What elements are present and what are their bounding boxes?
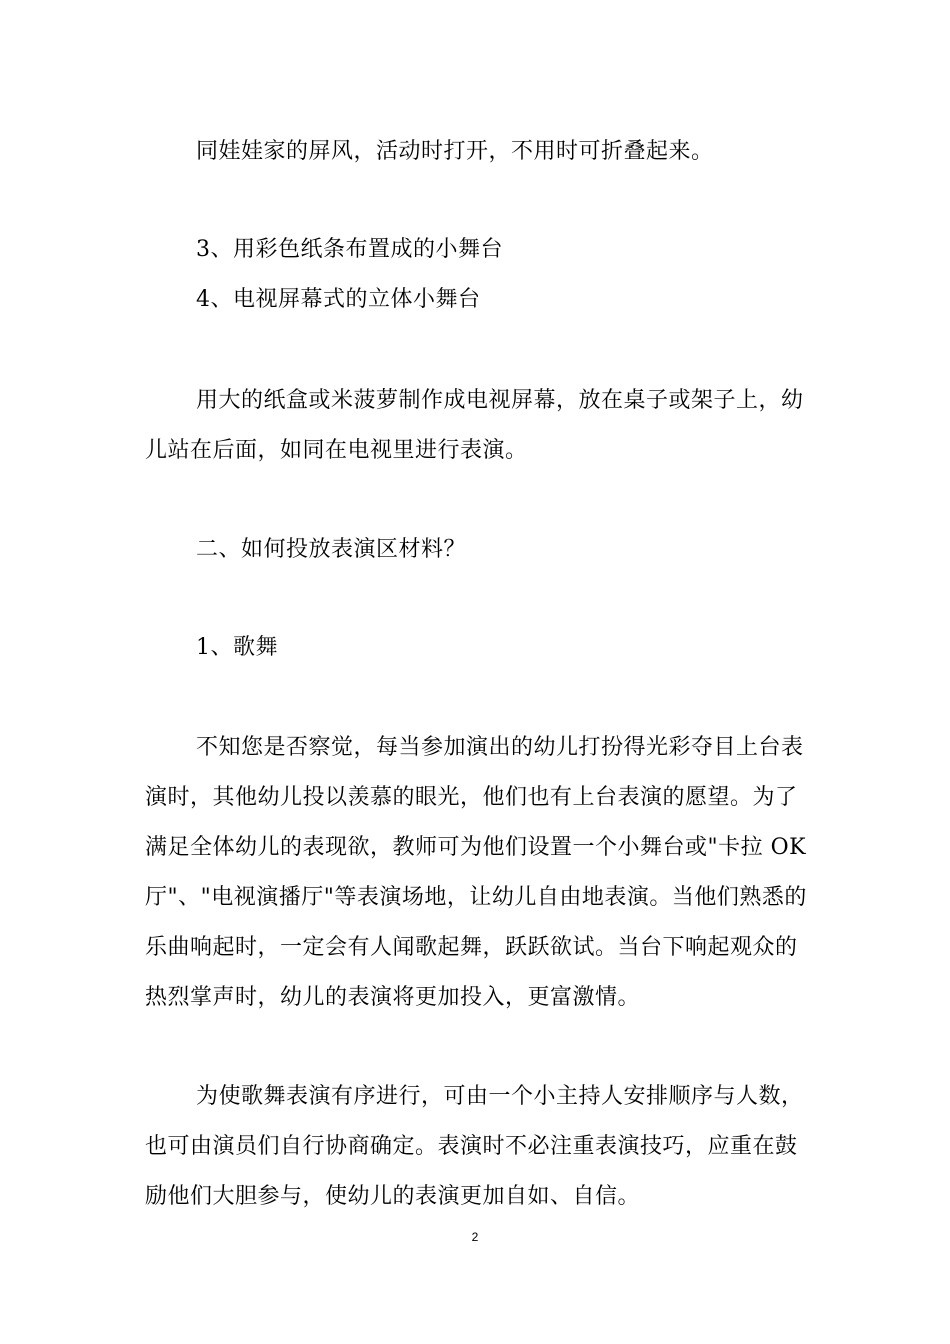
list-item: 3、用彩色纸条布置成的小舞台 [196,237,503,262]
paragraph-line: 乐曲响起时，一定会有人闻歌起舞，跃跃欲试。当台下响起观众的 [145,935,798,960]
paragraph-line: 演时，其他幼儿投以羡慕的眼光，他们也有上台表演的愿望。为了 [145,785,798,810]
page-number: 2 [471,1230,479,1244]
subsection-heading: 1、歌舞 [196,635,278,660]
text-line: 同娃娃家的屏风，活动时打开，不用时可折叠起来。 [196,139,714,164]
paragraph-line: 不知您是否察觉，每当参加演出的幼儿打扮得光彩夺目上台表 [196,735,804,760]
paragraph-line: 为使歌舞表演有序进行，可由一个小主持人安排顺序与人数， [196,1084,804,1109]
paragraph-line: 儿站在后面，如同在电视里进行表演。 [145,438,528,463]
paragraph-line: 也可由演员们自行协商确定。表演时不必注重表演技巧，应重在鼓 [145,1134,798,1159]
paragraph-line: 励他们大胆参与，使幼儿的表演更加自如、自信。 [145,1184,641,1209]
paragraph-line: 热烈掌声时，幼儿的表演将更加投入，更富激情。 [145,985,641,1010]
list-item: 4、电视屏幕式的立体小舞台 [196,287,481,312]
paragraph-line: 满足全体幼儿的表现欲，教师可为他们设置一个小舞台或"卡拉 OK [145,835,807,860]
section-heading: 二、如何投放表演区材料？ [196,537,467,562]
paragraph-line: 厅"、"电视演播厅"等表演场地，让幼儿自由地表演。当他们熟悉的 [145,885,807,910]
paragraph-line: 用大的纸盒或米菠萝制作成电视屏幕，放在桌子或架子上，幼 [196,388,804,413]
